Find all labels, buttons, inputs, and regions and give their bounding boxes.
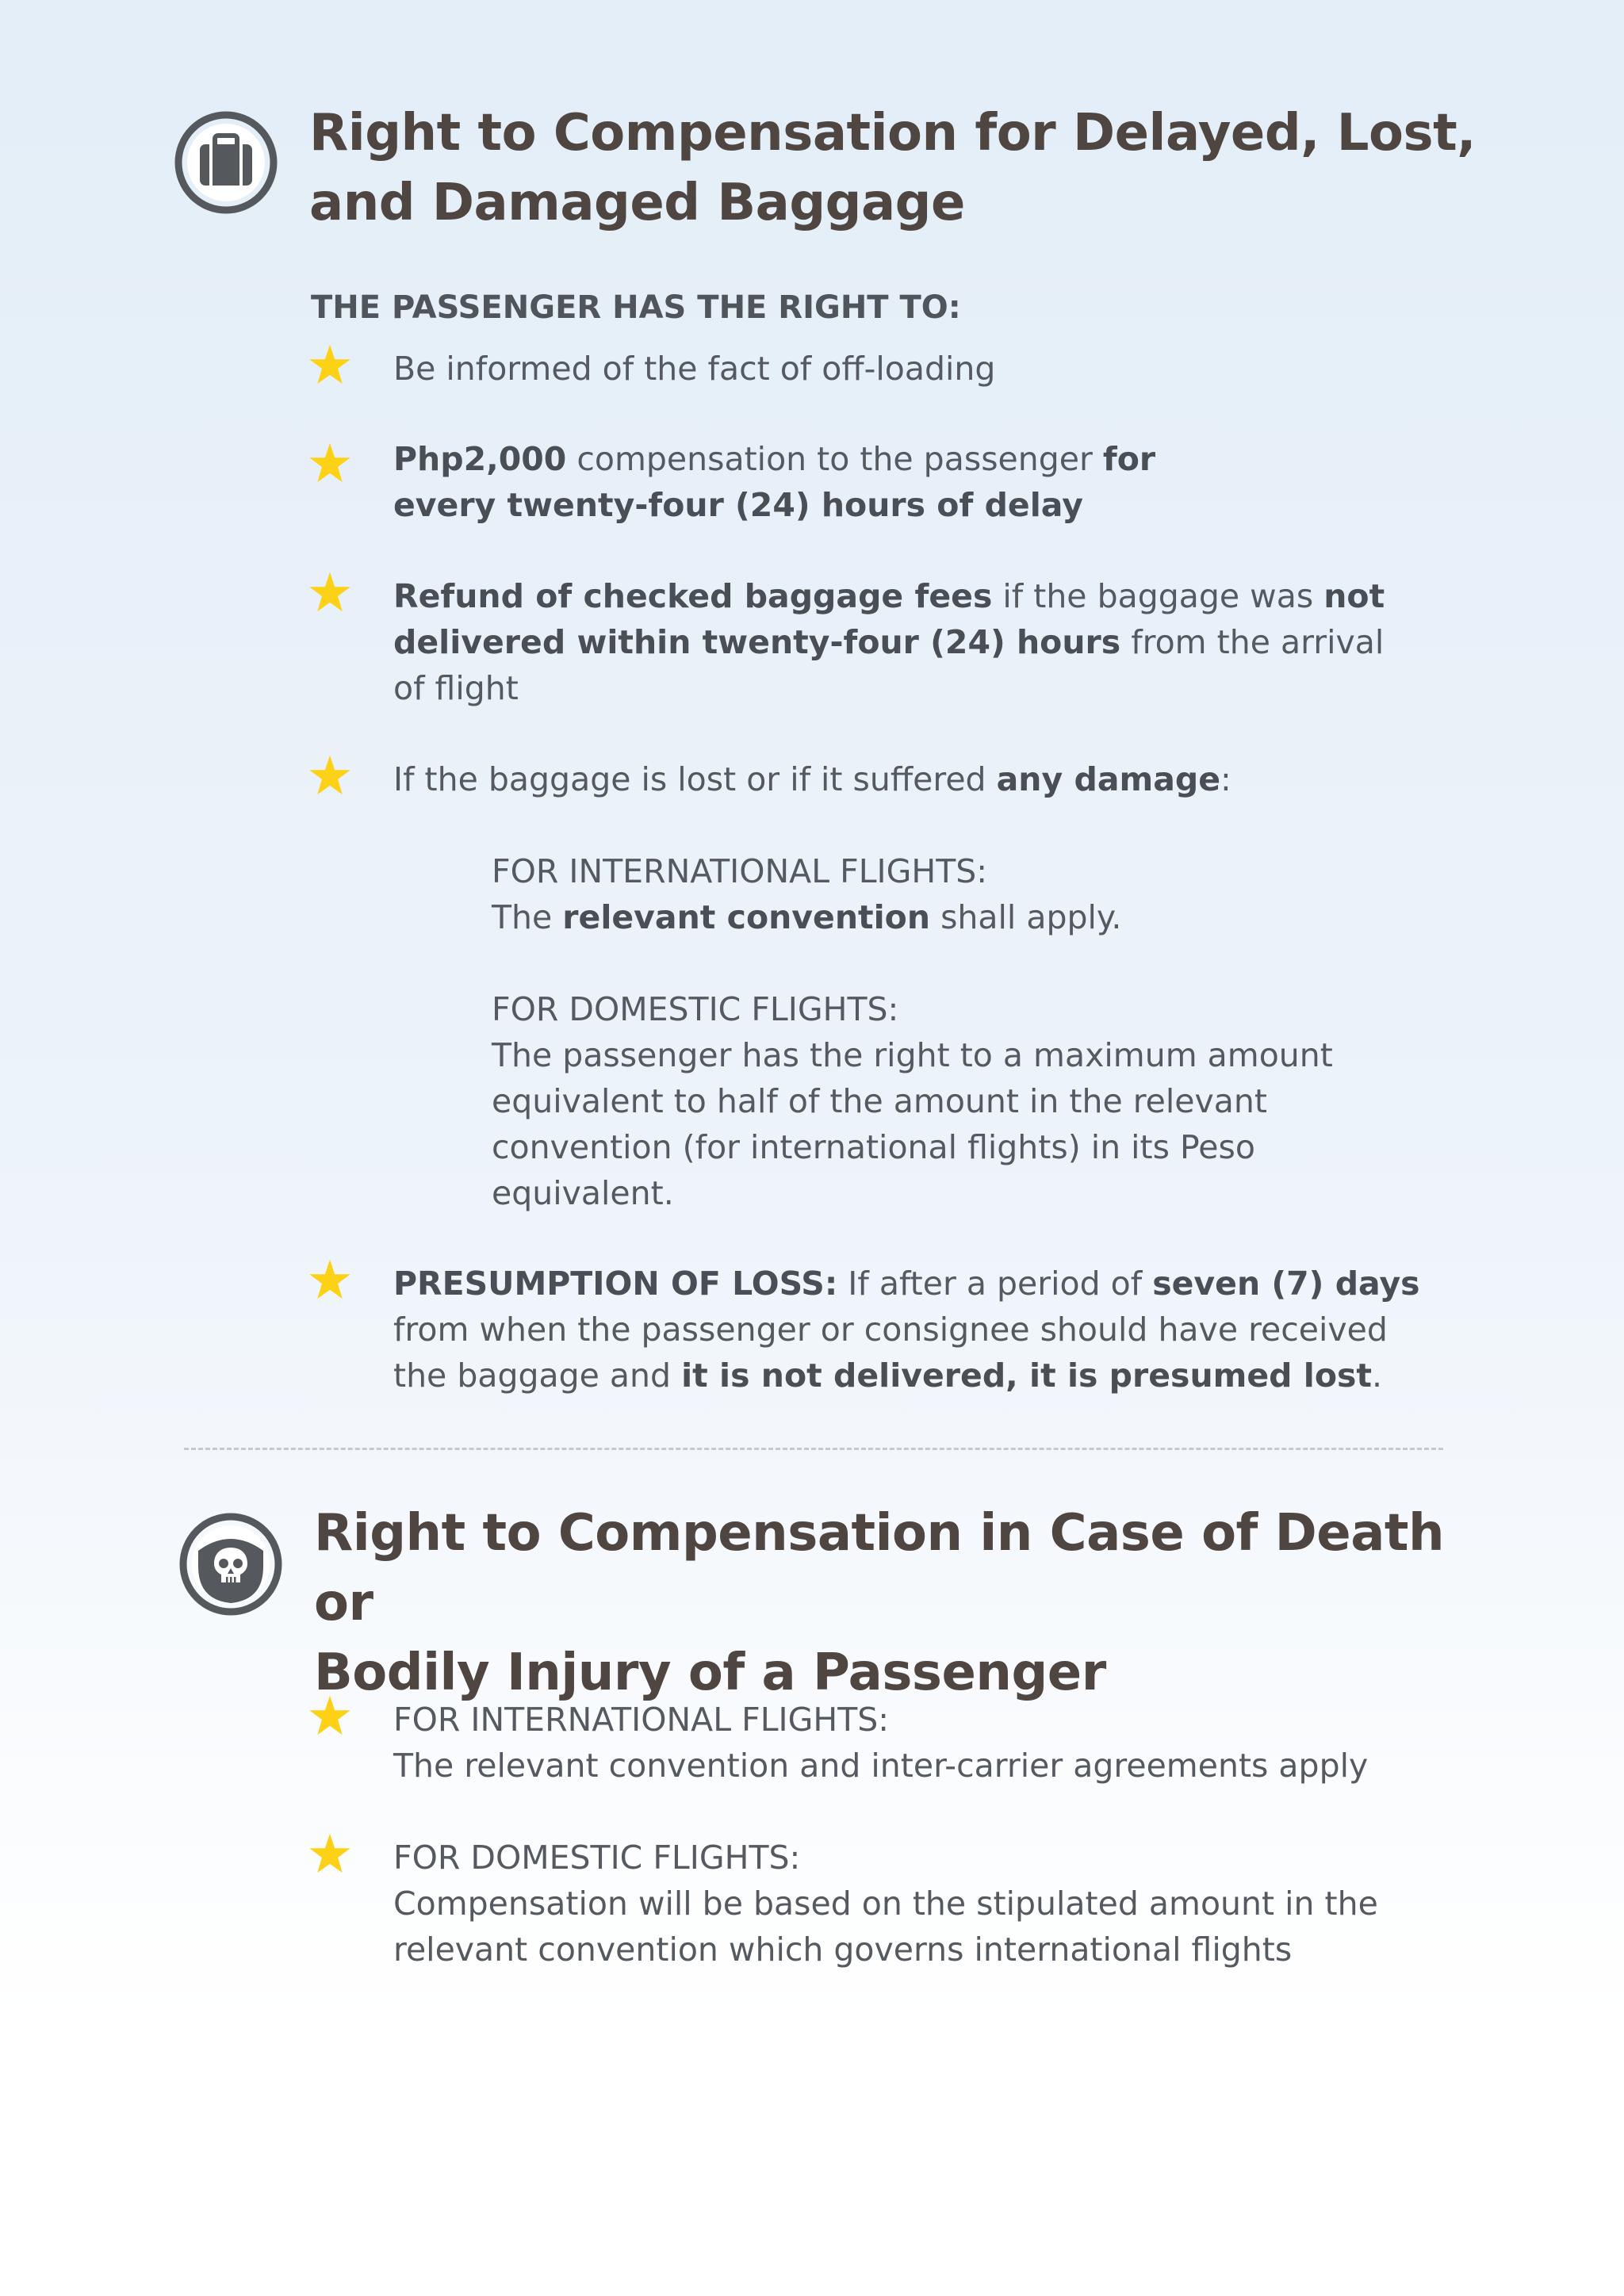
item-text xyxy=(393,1835,1416,1973)
item-label: FOR DOMESTIC FLIGHTS: xyxy=(393,1839,801,1877)
domestic-label: FOR DOMESTIC FLIGHTS: xyxy=(492,990,899,1028)
item-bold: seven (7) days xyxy=(1152,1265,1420,1303)
title-line-2: and Damaged Baggage xyxy=(309,174,965,232)
list-item xyxy=(308,1835,1434,1973)
rights-subheading: THE PASSENGER HAS THE RIGHT TO: xyxy=(311,289,961,326)
item-bold: it is not delivered, it is presumed lost xyxy=(681,1357,1373,1395)
item-text xyxy=(393,1261,1432,1399)
star-bullet-icon xyxy=(308,1831,352,1876)
section-title xyxy=(314,1498,1503,1708)
item-plain: If the baggage is lost or if it suffered xyxy=(393,760,997,798)
item-bold: relevant convention xyxy=(562,898,931,936)
item-text: Be informed of the fact of off-loading xyxy=(393,350,996,388)
item-body: Compensation will be based on the stipulated amount in the relevant convention which governs international flights xyxy=(393,1885,1378,1969)
item-plain: compensation to the passenger xyxy=(566,440,1103,478)
item-body: The relevant convention and inter-carrier agreements apply xyxy=(393,1747,1369,1785)
list-item xyxy=(308,436,1434,528)
item-plain: from the arrival of flight xyxy=(393,623,1385,707)
international-label: FOR INTERNATIONAL FLIGHTS: xyxy=(492,852,988,890)
item-plain: . xyxy=(1372,1357,1383,1395)
item-plain: The xyxy=(492,898,563,936)
list-item xyxy=(308,1697,1434,1789)
domestic-flights-block xyxy=(492,986,1356,1216)
item-bold: Refund of checked baggage fees xyxy=(393,577,993,615)
item-bold: PRESUMPTION OF LOSS: xyxy=(393,1265,838,1303)
list-item xyxy=(308,756,1434,802)
item-text xyxy=(393,756,1434,802)
international-flights-block xyxy=(492,848,1427,940)
international-text xyxy=(492,894,1427,940)
title-line-1: Right to Compensation in Case of Death or xyxy=(314,1504,1445,1632)
item-text xyxy=(393,1697,1434,1789)
item-plain: : xyxy=(1220,760,1231,798)
star-bullet-icon xyxy=(308,1257,352,1302)
section-divider xyxy=(184,1448,1443,1450)
item-bold: Php2,000 xyxy=(393,440,567,478)
item-plain: from when the passenger or consignee should have received the baggage and xyxy=(393,1311,1388,1395)
section-title xyxy=(309,98,1499,238)
star-bullet-icon xyxy=(308,1693,352,1738)
domestic-text: The passenger has the right to a maximum amount equivalent to half of the amount in the relevant convention (for international flights) in its Peso equivalent. xyxy=(492,1036,1333,1212)
item-text xyxy=(393,573,1416,711)
item-plain: if the baggage was xyxy=(992,577,1324,615)
skull-icon xyxy=(178,1511,284,1617)
item-text xyxy=(393,436,1266,528)
title-line-1: Right to Compensation for Delayed, Lost, xyxy=(309,104,1476,163)
item-bold: not delivered within twenty-four (24) hours xyxy=(393,577,1385,661)
item-plain: shall apply. xyxy=(930,898,1122,936)
star-bullet-icon xyxy=(308,342,352,387)
list-item xyxy=(308,573,1434,711)
item-bold: any damage xyxy=(996,760,1221,798)
item-bold: for every twenty-four (24) hours of delay xyxy=(393,440,1156,524)
item-plain: If after a period of xyxy=(837,1265,1153,1303)
list-item xyxy=(308,346,1434,392)
briefcase-icon xyxy=(173,109,279,216)
item-label: FOR INTERNATIONAL FLIGHTS: xyxy=(393,1701,890,1739)
title-line-2: Bodily Injury of a Passenger xyxy=(314,1644,1106,1702)
star-bullet-icon xyxy=(308,441,352,485)
star-bullet-icon xyxy=(308,753,352,798)
list-item xyxy=(308,1261,1434,1399)
star-bullet-icon xyxy=(308,570,352,614)
